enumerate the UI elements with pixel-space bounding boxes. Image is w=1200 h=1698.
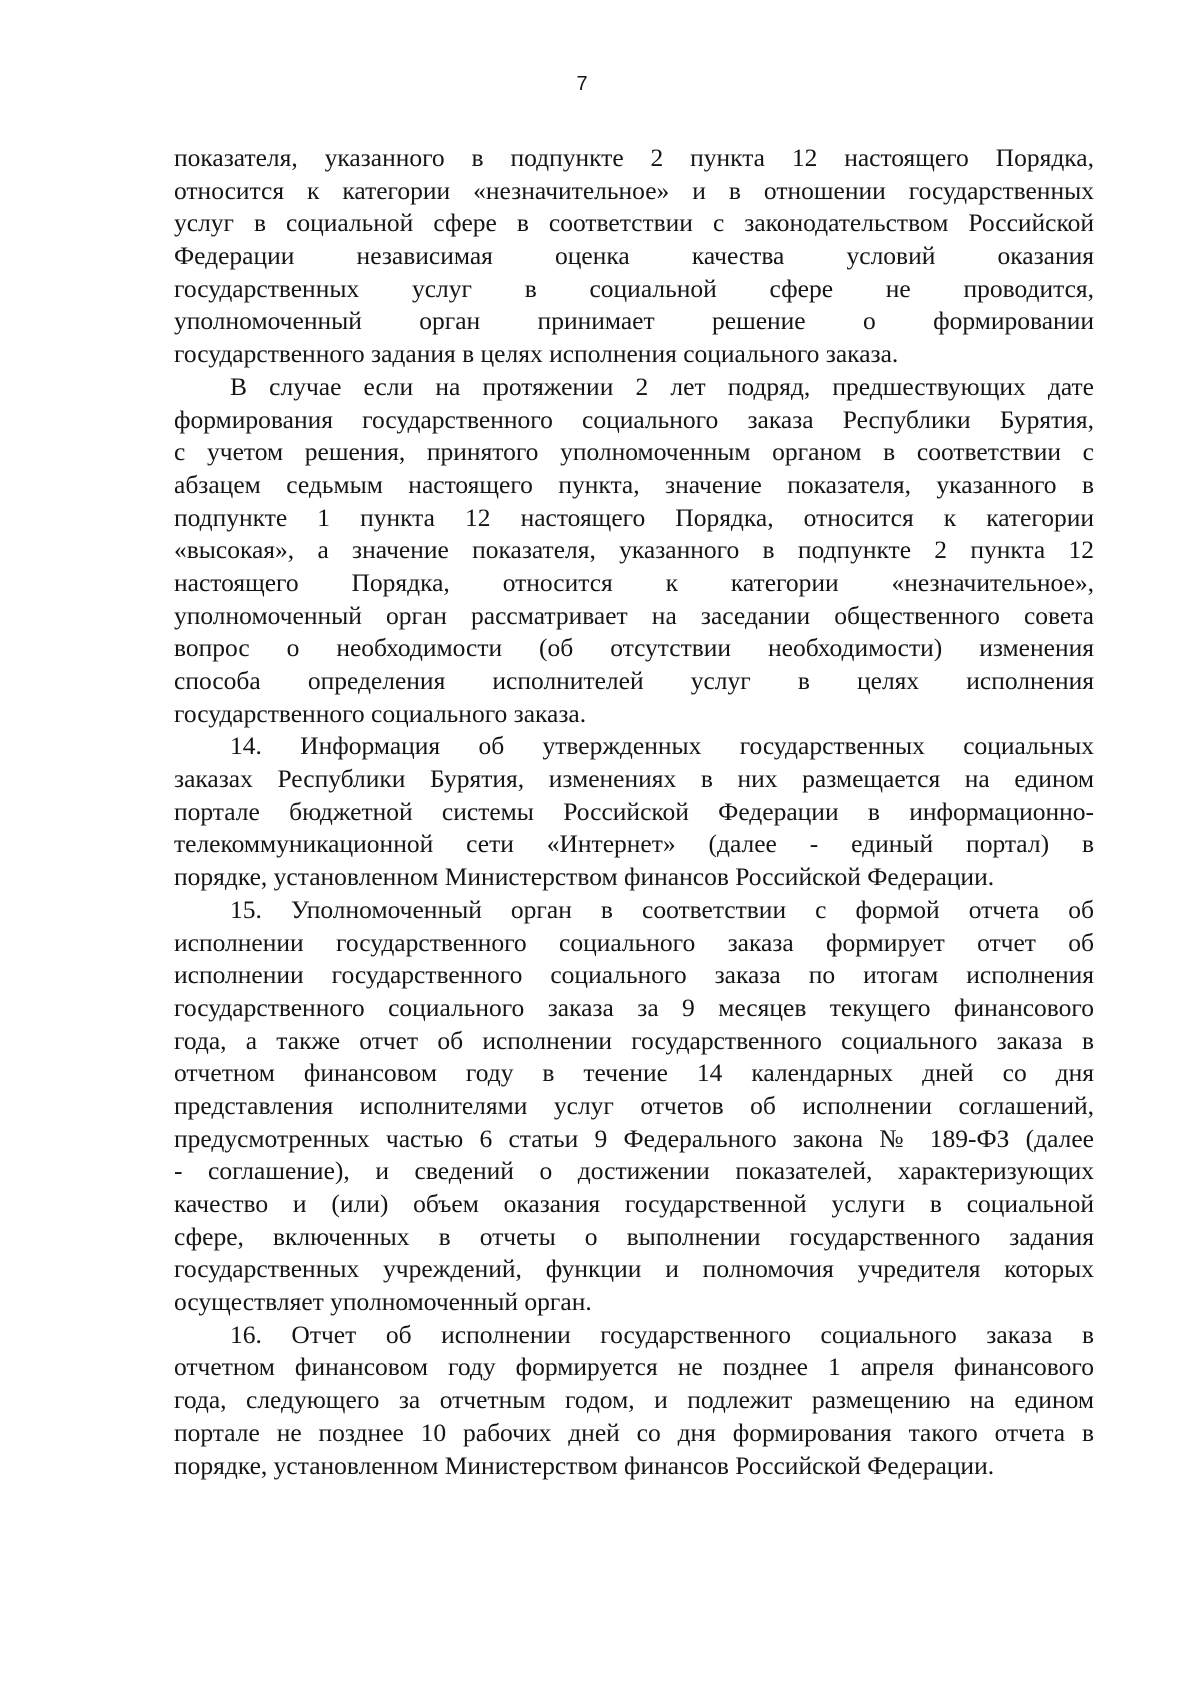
document-body bbox=[174, 142, 1094, 1482]
text-line: сфере, включенных в отчеты о выполнении государственного задания bbox=[174, 1221, 1094, 1251]
paragraph-5 bbox=[174, 1319, 1094, 1482]
text-line: 15. Уполномоченный орган в соответствии с формой отчета об bbox=[230, 894, 1094, 924]
text-line: исполнении государственного социального заказа по итогам исполнения bbox=[174, 960, 1094, 990]
text-line: 16. Отчет об исполнении государственного социального заказа в bbox=[230, 1319, 1094, 1349]
paragraph-4 bbox=[174, 894, 1094, 1319]
text-line: порядке, установленном Министерством финансов Российской Федерации. bbox=[174, 1450, 995, 1480]
text-line: года, а также отчет об исполнении государственного социального заказа в bbox=[174, 1025, 1094, 1055]
text-line: государственного задания в целях исполнения социального заказа. bbox=[174, 339, 899, 369]
text-line: способа определения исполнителей услуг в целях исполнения bbox=[174, 666, 1094, 695]
text-line: осуществляет уполномоченный орган. bbox=[174, 1287, 592, 1317]
text-line: отчетном финансовом году формируется не позднее 1 апреля финансового bbox=[174, 1352, 1094, 1382]
text-line: заказах Республики Бурятия, изменениях в них размещается на едином bbox=[174, 764, 1094, 794]
text-line: уполномоченный орган рассматривает на заседании общественного совета bbox=[174, 600, 1094, 630]
text-line: - соглашение), и сведений о достижении показателей, характеризующих bbox=[174, 1156, 1094, 1186]
text-line: уполномоченный орган принимает решение о формировании bbox=[174, 306, 1094, 336]
text-line: Федерации независимая оценка качества условий оказания bbox=[174, 241, 1094, 271]
text-line: государственных услуг в социальной сфере не проводится, bbox=[174, 273, 1094, 303]
text-line: государственных учреждений, функции и полномочия учредителя которых bbox=[174, 1254, 1094, 1284]
text-line: портале не позднее 10 рабочих дней со дня формирования такого отчета в bbox=[174, 1417, 1094, 1447]
text-line: телекоммуникационной сети «Интернет» (далее - единый портал) в bbox=[174, 829, 1094, 859]
text-line: услуг в социальной сфере в соответствии с законодательством Российской bbox=[174, 208, 1094, 238]
text-line: портале бюджетной системы Российской Федерации в информационно- bbox=[174, 796, 1094, 826]
paragraph-2 bbox=[174, 371, 1094, 731]
text-line: с учетом решения, принятого уполномоченным органом в соответствии с bbox=[174, 437, 1094, 467]
text-line: абзацем седьмым настоящего пункта, значение показателя, указанного в bbox=[174, 469, 1094, 499]
text-line: вопрос о необходимости (об отсутствии необходимости) изменения bbox=[174, 633, 1094, 663]
text-line: порядке, установленном Министерством финансов Российской Федерации. bbox=[174, 862, 995, 892]
text-line: подпункте 1 пункта 12 настоящего Порядка, относится к категории bbox=[174, 502, 1094, 532]
text-line: В случае если на протяжении 2 лет подряд, предшествующих дате bbox=[230, 371, 1094, 401]
text-line: 14. Информация об утвержденных государственных социальных bbox=[230, 731, 1094, 761]
page-number: 7 bbox=[576, 73, 588, 95]
text-line: года, следующего за отчетным годом, и подлежит размещению на едином bbox=[174, 1385, 1094, 1415]
paragraph-3 bbox=[174, 730, 1094, 893]
paragraph-1 bbox=[174, 142, 1094, 371]
text-line: «высокая», а значение показателя, указанного в подпункте 2 пункта 12 bbox=[174, 535, 1094, 565]
text-line: отчетном финансовом году в течение 14 календарных дней со дня bbox=[174, 1058, 1094, 1088]
text-line: государственного социального заказа. bbox=[174, 698, 587, 728]
text-line: относится к категории «незначительное» и в отношении государственных bbox=[174, 175, 1094, 205]
text-line: предусмотренных частью 6 статьи 9 Федерального закона № 189-ФЗ (далее bbox=[174, 1123, 1094, 1153]
text-line: показателя, указанного в подпункте 2 пункта 12 настоящего Порядка, bbox=[174, 143, 1094, 172]
text-line: настоящего Порядка, относится к категории «незначительное», bbox=[174, 567, 1094, 597]
text-line: государственного социального заказа за 9 месяцев текущего финансового bbox=[174, 992, 1094, 1022]
text-line: качество и (или) объем оказания государственной услуги в социальной bbox=[174, 1189, 1094, 1218]
text-line: формирования государственного социального заказа Республики Бурятия, bbox=[174, 404, 1094, 434]
text-line: представления исполнителями услуг отчетов об исполнении соглашений, bbox=[174, 1090, 1094, 1120]
text-line: исполнении государственного социального заказа формирует отчет об bbox=[174, 927, 1094, 957]
